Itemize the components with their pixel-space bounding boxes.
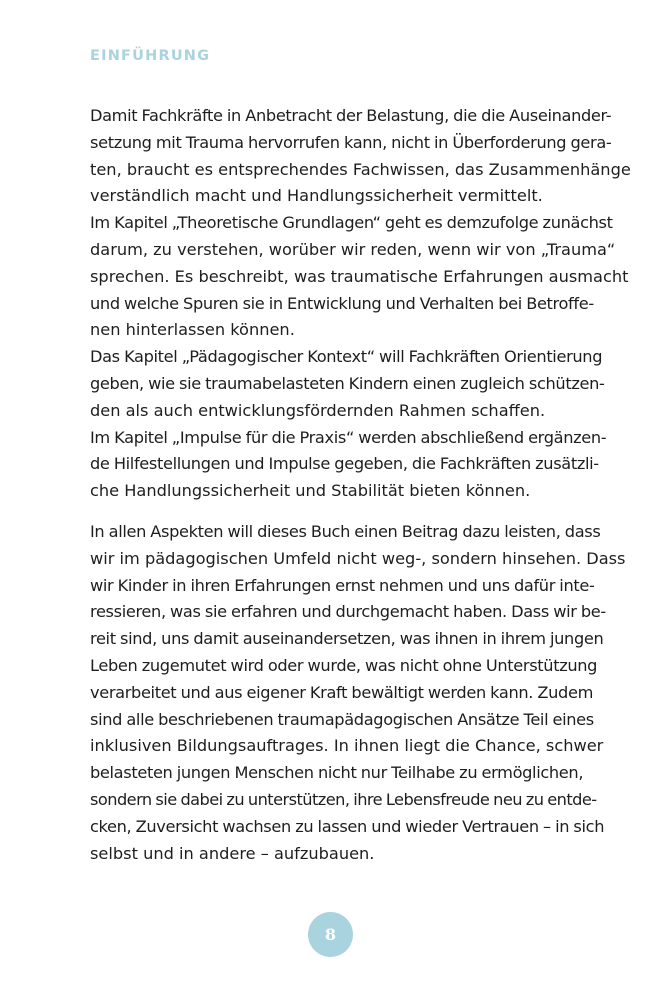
chapter-title: EINFÜHRUNG [90, 48, 211, 64]
text-line: de Hilfestellungen und Impulse gegeben, die Fachkräften zusätzli- [90, 454, 599, 474]
paragraph-4 [90, 425, 607, 505]
text-line: che Handlungssicherheit und Stabilität bieten können. [90, 481, 531, 501]
text-line: Im Kapitel „Theoretische Grundlagen“ geht es demzufolge zunächst [90, 213, 613, 233]
text-line: geben, wie sie traumabelasteten Kindern einen zugleich schützen- [90, 373, 605, 393]
text-line: Damit Fachkräfte in Anbetracht der Belastung, die die Auseinander- [90, 106, 612, 125]
paragraph-spacer [90, 505, 576, 519]
text-line: und welche Spuren sie in Entwicklung und Verhalten bei Betroffe- [90, 293, 594, 313]
text-line: wir Kinder in ihren Erfahrungen ernst nehmen und uns dafür inte- [90, 575, 595, 595]
text-line: verarbeitet und aus eigener Kraft bewältigt werden kann. Zudem [90, 682, 593, 702]
paragraph-1 [90, 103, 631, 210]
page-number: 8 [324, 925, 337, 944]
paragraph-2 [90, 210, 629, 344]
text-line: sondern sie dabei zu unterstützen, ihre Lebensfreude neu zu entde- [90, 789, 597, 809]
text-line: ten, braucht es entsprechendes Fachwissen, das Zusammenhänge [90, 159, 631, 179]
text-line: reit sind, uns damit auseinandersetzen, was ihnen in ihrem jungen [90, 629, 604, 649]
paragraph-3 [90, 344, 605, 424]
text-line: setzung mit Trauma hervorrufen kann, nicht in Überforderung gera- [90, 132, 612, 152]
text-line: sind alle beschriebenen traumapädagogischen Ansätze Teil eines [90, 709, 594, 729]
text-line: ressieren, was sie erfahren und durchgemacht haben. Dass wir be- [90, 602, 606, 622]
text-line: cken, Zuversicht wachsen zu lassen und wieder Vertrauen – in sich [90, 816, 605, 836]
text-line: belasteten jungen Menschen nicht nur Teilhabe zu ermöglichen, [90, 763, 584, 783]
paragraph-5 [90, 519, 626, 867]
text-line: den als auch entwicklungsfördernden Rahmen schaffen. [90, 400, 546, 420]
text-line: sprechen. Es beschreibt, was traumatische Erfahrungen ausmacht [90, 266, 629, 286]
text-line: verständlich macht und Handlungssicherheit vermittelt. [90, 186, 543, 206]
text-line: selbst und in andere – aufzubauen. [90, 843, 375, 863]
text-line: Leben zugemutet wird oder wurde, was nicht ohne Unterstützung [90, 655, 598, 675]
body-text [90, 103, 631, 867]
text-line: In allen Aspekten will dieses Buch einen Beitrag dazu leisten, dass [90, 521, 601, 541]
page-number-badge [308, 912, 353, 957]
text-line: wir im pädagogischen Umfeld nicht weg-, sondern hinsehen. Dass [90, 548, 626, 568]
text-line: inklusiven Bildungsauftrages. In ihnen liegt die Chance, schwer [90, 736, 604, 756]
text-line: Im Kapitel „Impulse für die Praxis“ werden abschließend ergänzen- [90, 427, 607, 447]
text-line: Das Kapitel „Pädagogischer Kontext“ will Fachkräften Orientierung [90, 347, 603, 367]
text-line: nen hinterlassen können. [90, 320, 295, 340]
text-line: darum, zu verstehen, worüber wir reden, wenn wir von „Trauma“ [90, 239, 616, 259]
